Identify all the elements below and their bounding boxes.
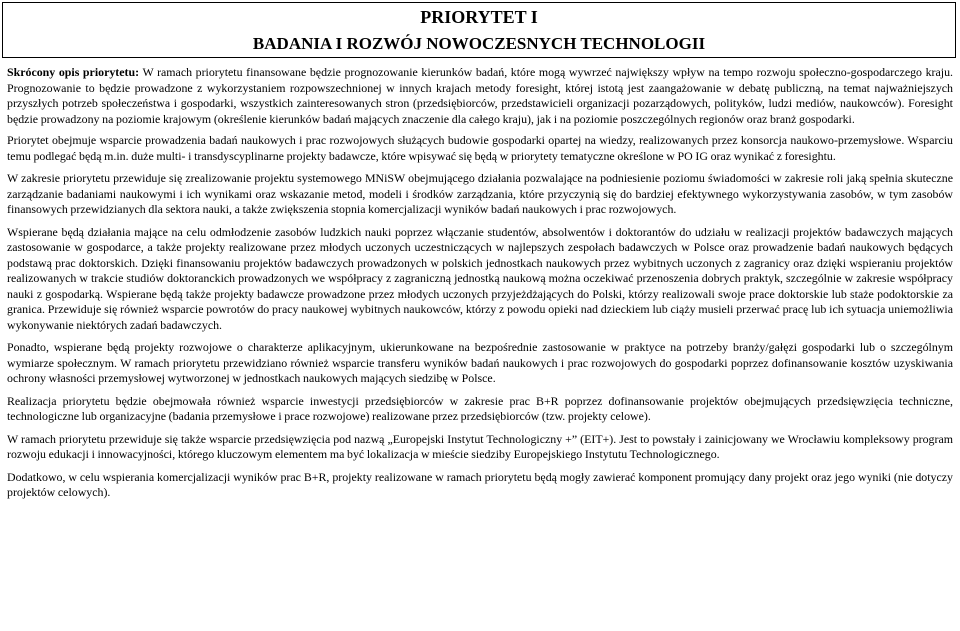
summary-paragraph	[7, 65, 953, 127]
paragraph-system-project: W zakresie priorytetu przewiduje się zrealizowanie projektu systemowego MNiSW obejmującego działania pozwalające na podniesienie poziomu świadomości w zakresie roli jaką spełnia skuteczne zarządzanie badaniami naukowymi i ich wynikami oraz wskazanie metod, modeli i środków zarządzania, które przyczynią się do bardziej efektywnego wykorzystywania zasobów, w tym zasobów finansowych przewidzianych dla sektora nauki, a także zwiększenia stopnia komercjalizacji wyników badań naukowych i prac rozwojowych.	[7, 171, 953, 216]
priority-subtitle: BADANIA I ROZWÓJ NOWOCZESNYCH TECHNOLOGII	[252, 34, 706, 53]
paragraph-business-investment: Realizacja priorytetu będzie obejmowała również wsparcie inwestycji przedsiębiorców w zakresie prac B+R poprzez dofinansowanie projektów obejmujących przedsięwzięcia techniczne, technologiczne lub organizacyjne (badania przemysłowe i prace rozwojowe) realizowane przez przedsiębiorców (tzw. projekty celowe).	[7, 393, 953, 423]
document-body	[7, 65, 953, 508]
paragraph-commercialization: Dodatkowo, w celu wspierania komercjalizacji wyników prac B+R, projekty realizowane w ramach priorytetu będą mogły zawierać komponent promujący dany projekt oraz jego wyniki (nie dotyczy projektów celowych).	[7, 469, 953, 499]
summary-text: W ramach priorytetu finansowane będzie prognozowanie kierunków badań, które mogą wywrzeć największy wpływ na tempo rozwoju społeczno-gospodarczego kraju. Prognozowanie to będzie prowadzone z wykorzystaniem rozpowszechnionej w innych krajach metody foresight, której istotą jest zaangażowanie w debatę publiczną, na temat najważniejszych przyszłych potrzeb społeczeństwa i gospodarki, wszystkich zainteresowanych stron (przedsiębiorców, przedstawicieli organizacji pozarządowych, polityków, ludzi mediów, naukowców). Foresight będzie prowadzony na poziomie krajowym (określenie kierunków badań mających znaczenie dla całego kraju), jak i na poziomie poszczególnych regionów oraz branż gospodarki.	[7, 65, 953, 126]
priority-header-box	[2, 2, 956, 58]
paragraph-consortia: Priorytet obejmuje wsparcie prowadzenia badań naukowych i prac rozwojowych służących budowie gospodarki opartej na wiedzy, realizowanych przez konsorcja naukowo-przemysłowe. Wsparciu temu podlegać będą m.in. duże multi- i transdyscyplinarne projekty badawcze, które wpisywać się będą w priorytety tematyczne określone w PO IG oraz wynikać z foresightu.	[7, 133, 953, 163]
priority-title: PRIORYTET I	[420, 7, 538, 27]
paragraph-young-researchers: Wspierane będą działania mające na celu odmłodzenie zasobów ludzkich nauki poprzez włączanie studentów, absolwentów i doktorantów do udziału w realizacji projektów badawczych mających zastosowanie w gospodarce, a także projekty realizowane przez młodych uczonych uczestniczących w najlepszych zespołach badawczych w Polsce oraz prowadzenie badań naukowych będących podstawą prac doktorskich. Dzięki finansowaniu projektów badawczych prowadzonych w polskich jednostkach naukowych przez wybitnych uczonych z zagranicy oraz dzięki wspieraniu projektów realizowanych w trakcie studiów doktoranckich prowadzonych we współpracy z zagraniczną jednostką naukową można oczekiwać przenoszenia dobrych praktyk, szczególnie w zakresie współpracy nauki z gospodarką. Wspierane będą także projekty badawcze prowadzone przez młodych uczonych przyjeżdżających do Polski, którzy realizowali swoje prace doktorskie lub staże podoktorskie za granica. Przewiduje się również wsparcie powrotów do pracy naukowej wybitnych naukowców, którzy z powodu opieki nad dzieckiem lub ciąży musieli przerwać pracę lub ich sytuacja uniemożliwia wykonywanie niektórych zadań badawczych.	[7, 224, 953, 332]
paragraph-eit-plus: W ramach priorytetu przewiduje się także wsparcie przedsięwzięcia pod nazwą „Europejski Instytut Technologiczny +” (EIT+). Jest to powstały i zainicjowany we Wrocławiu kompleksowy program rozwoju edukacji i innowacyjności, którego kluczowym elementem ma być lokalizacja w mieście siedziby Europejskiego Instytutu Technologicznego.	[7, 431, 953, 461]
summary-label: Skrócony opis priorytetu:	[7, 65, 140, 79]
paragraph-development-projects: Ponadto, wspierane będą projekty rozwojowe o charakterze aplikacyjnym, ukierunkowane na bezpośrednie zastosowanie w praktyce na potrzeby branży/gałęzi gospodarki lub o szczególnym wymiarze społecznym. W ramach priorytetu przewidziano również wsparcie transferu wyników badań naukowych i prac rozwojowych do gospodarki poprzez dofinansowanie kosztów uzyskiwania ochrony własności przemysłowej wytworzonej w jednostkach naukowych mających siedzibę w Polsce.	[7, 340, 953, 385]
